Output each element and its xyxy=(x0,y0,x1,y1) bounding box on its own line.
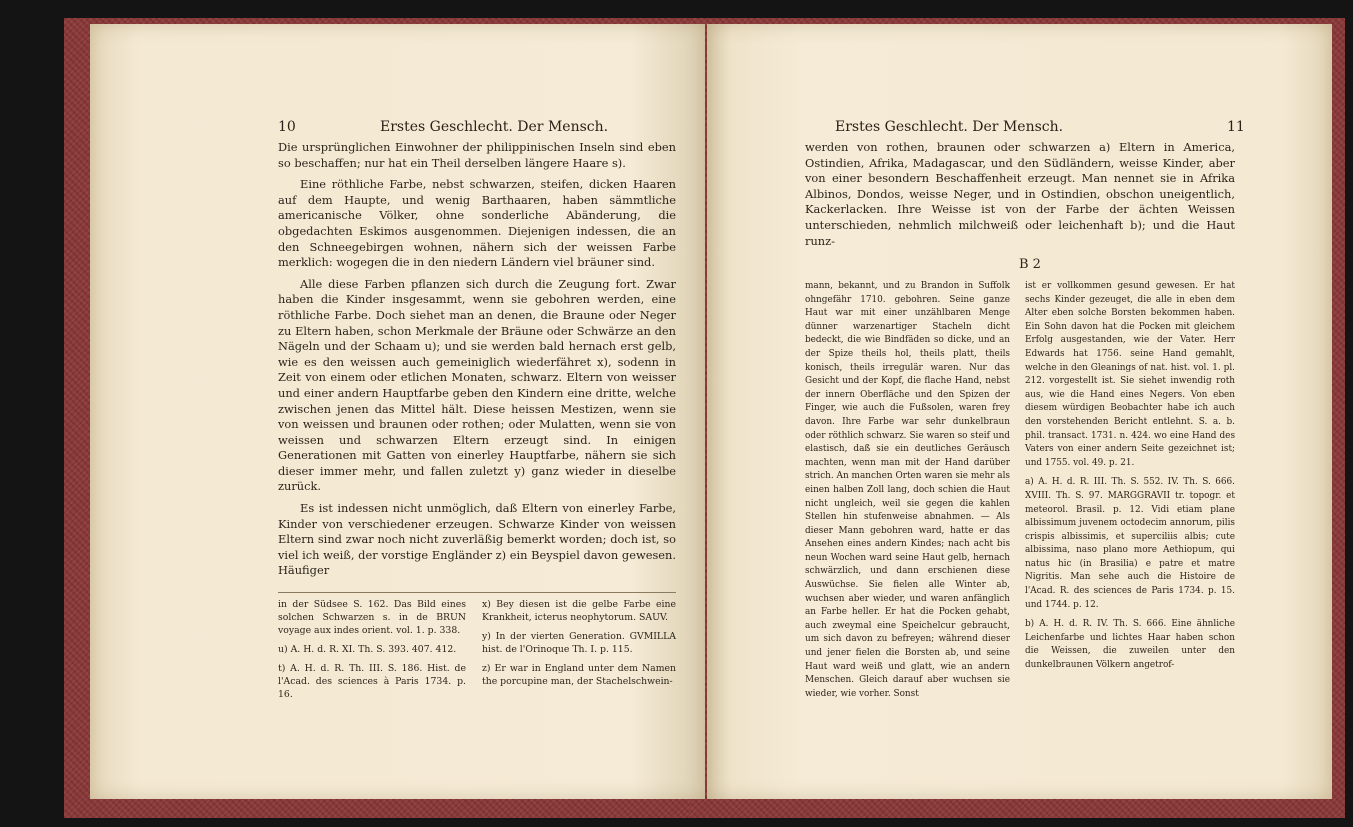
paragraph: Es ist indessen nicht unmöglich, daß Eltern von einerley Farbe, Kinder von verschiedener erzeugen. Schwarze Kinder von weissen Eltern sind zwar noch nicht zuverläßig bemerkt worden; doch ist, so viel ich weiß, der vorstige Engländer z) ein Beyspiel davon gewesen. Häufiger xyxy=(278,501,676,578)
footnotes-right-column xyxy=(482,598,676,694)
footnote: u) A. H. d. R. XI. Th. S. 393. 407. 412. xyxy=(278,644,457,655)
page-number: 11 xyxy=(1227,119,1245,135)
footnote: a) A. H. d. R. III. Th. S. 552. IV. Th. S. 666. XVIII. Th. S. 97. MARGGRAVII tr. topogr. et meteorol. Brasil. p. 12. Vidi etiam plane albissimum juvenem octodecim annorum, pilis crispis albissimis, et superciliis albis; cute albissima, naso plano more Aethiopum, qui natus hic (in Brasilia) e patre et matre Nigritis. Man sehe auch die Histoire de l'Acad. R. des sciences de Paris 1734. p. 15. und 1744. p. 12. xyxy=(1025,477,1235,610)
footnote: z) Er war in England unter dem Namen the porcupine man, der Stachelschwein- xyxy=(482,663,676,687)
footnote: x) Bey diesen ist die gelbe Farbe eine Krankheit, icterus neophytorum. SAUV. xyxy=(482,599,676,623)
paragraph: werden von rothen, braunen oder schwarzen a) Eltern in America, Ostindien, Afrika, Madagascar, und den Südländern, weisse Kinder, aber von einer besondern Beschaffenheit erzeugt. Man nennet sie in Afrika Albinos, Dondos, weisse Neger, und in Ostindien, obschon uneigentlich, Kackerlacken. Ihre Weisse ist von der Farbe der ächten Weissen unterschieden, nehmlich milchweiß oder leichenhaft b); und die Haut runz- xyxy=(805,140,1235,248)
paragraph: Die ursprünglichen Einwohner der philippinischen Inseln sind eben so beschaffen; nur hat ein Theil derselben längere Haare s). xyxy=(278,140,676,170)
footnotes-left-column xyxy=(278,598,466,707)
footnote-column-1 xyxy=(805,280,1010,707)
main-text xyxy=(278,140,676,585)
footnote: in der Südsee S. 162. Das Bild eines solchen Schwarzen s. in de BRUN voyage aux indes orient. vol. 1. p. 338. xyxy=(278,599,466,636)
footnote: t) A. H. d. R. Th. III. S. 186. Hist. de l'Acad. des sciences à Paris 1734. p. 16. xyxy=(278,663,466,700)
footnote: y) In der vierten Generation. GVMILLA hist. de l'Orinoque Th. I. p. 115. xyxy=(482,631,676,655)
left-page xyxy=(90,24,705,799)
footnote-divider xyxy=(278,592,676,593)
running-head: Erstes Geschlecht. Der Mensch. xyxy=(835,119,1064,135)
footnote: ist er vollkommen gesund gewesen. Er hat sechs Kinder gezeuget, die alle in eben dem Alter eben solche Borsten bekommen haben. Ein Sohn davon hat die Pocken mit gleichem Erfolg ausgestanden, wie der Vater. Herr Edwards hat 1756. seine Hand gemahlt, welche in den Gleanings of nat. hist. vol. 1. pl. 212. vorgestellt ist. Sie siehet inwendig roth aus, wie die Hand eines Negers. Von eben diesem würdigen Beobachter habe ich auch den vorstehenden Bericht entlehnt. S. a. b. phil. transact. 1731. n. 424. wo eine Hand des Vaters von einer andern Seite gezeichnet ist; und 1755. vol. 49. p. 21. xyxy=(1025,281,1235,468)
paragraph: Eine röthliche Farbe, nebst schwarzen, steifen, dicken Haaren auf dem Haupte, und wenig Barthaaren, haben sämmtliche americanische Völker, ohne sonderliche Abänderung, die obgedachten Eskimos ausgenommen. Diejenigen indessen, die an den Schneegebirgen wohnen, nähern sich der weissen Farbe merklich: wogegen die in den niedern Ländern viel bräuner sind. xyxy=(278,177,676,270)
signature-mark: B 2 xyxy=(1019,257,1041,272)
page-number: 10 xyxy=(278,119,296,135)
right-page xyxy=(707,24,1332,799)
footnote: mann, bekannt, und zu Brandon in Suffolk ohngefähr 1710. gebohren. Seine ganze Haut war mit einer unzählbaren Menge dünner warzenartiger Stacheln dicht bedeckt, die wie Bindfäden so dicke, und an der Spize theils hol, theils platt, theils konisch, theils irregulär waren. Nur das Gesicht und der Kopf, die flache Hand, nebst der innern Oberfläche und den Spizen der Finger, wie auch die Fußsolen, waren frey davon. Ihre Farbe war sehr dunkelbraun oder röthlich schwarz. Sie waren so steif und elastisch, daß sie ein deutliches Geräusch machten, wenn man mit der Hand darüber strich. An manchen Orten waren sie mehr als einen halben Zoll lang, doch schien die Haut nicht ungleich, weil sie gegen die kahlen Stellen hin stufenweise abnahmen. — Als dieser Mann gebohren ward, hatte er das Ansehen eines andern Kindes; nach acht bis neun Wochen ward seine Haut gelb, hernach schwärzlich, und dann erschienen diese Auswüchse. Sie fielen alle Winter ab, wuchsen aber wieder, und waren anfänglich an Farbe heller. Er hat die Pocken gehabt, auch zweymal eine Speichelcur gebraucht, um sich davon zu befreyen; während dieser und jener fielen die Borsten ab, und seine Haut ward weiß und glatt, wie an andern Menschen. Gleich darauf aber wuchsen sie wieder, wie vorher. Sonst xyxy=(805,281,1010,699)
main-text xyxy=(805,140,1235,255)
paragraph: Alle diese Farben pflanzen sich durch die Zeugung fort. Zwar haben die Kinder insgesammt, wenn sie gebohren werden, eine röthliche Farbe. Doch siehet man an denen, die Braune oder Neger zu Eltern haben, schon Merkmale der Bräune oder Schwärze an den Nägeln und der Schaam u); und sie werden bald hernach erst gelb, wie es den weissen auch gemeiniglich wiederfähret x), sodenn in Zeit von einem oder etlichen Monaten, schwarz. Eltern von weisser und einer andern Hauptfarbe geben den Kindern eine dritte, welche zwischen jenen das Mittel hält. Diese heissen Mestizen, wenn sie von weissen und braunen oder rothen; oder Mulatten, wenn sie von weissen und schwarzen Eltern erzeugt sind. In einigen Generationen mit Gatten von einerley Hauptfarbe, nähern sie sich dieser immer mehr, und fallen zuletzt y) ganz wieder in dieselbe zurück. xyxy=(278,276,676,494)
footnote-column-2 xyxy=(1025,280,1235,679)
running-head: Erstes Geschlecht. Der Mensch. xyxy=(380,119,609,135)
footnote: b) A. H. d. R. IV. Th. S. 666. Eine ähnliche Leichenfarbe und lichtes Haar haben schon die Weissen, die zuweilen unter den dunkelbraunen Völkern angetrof- xyxy=(1025,619,1235,671)
